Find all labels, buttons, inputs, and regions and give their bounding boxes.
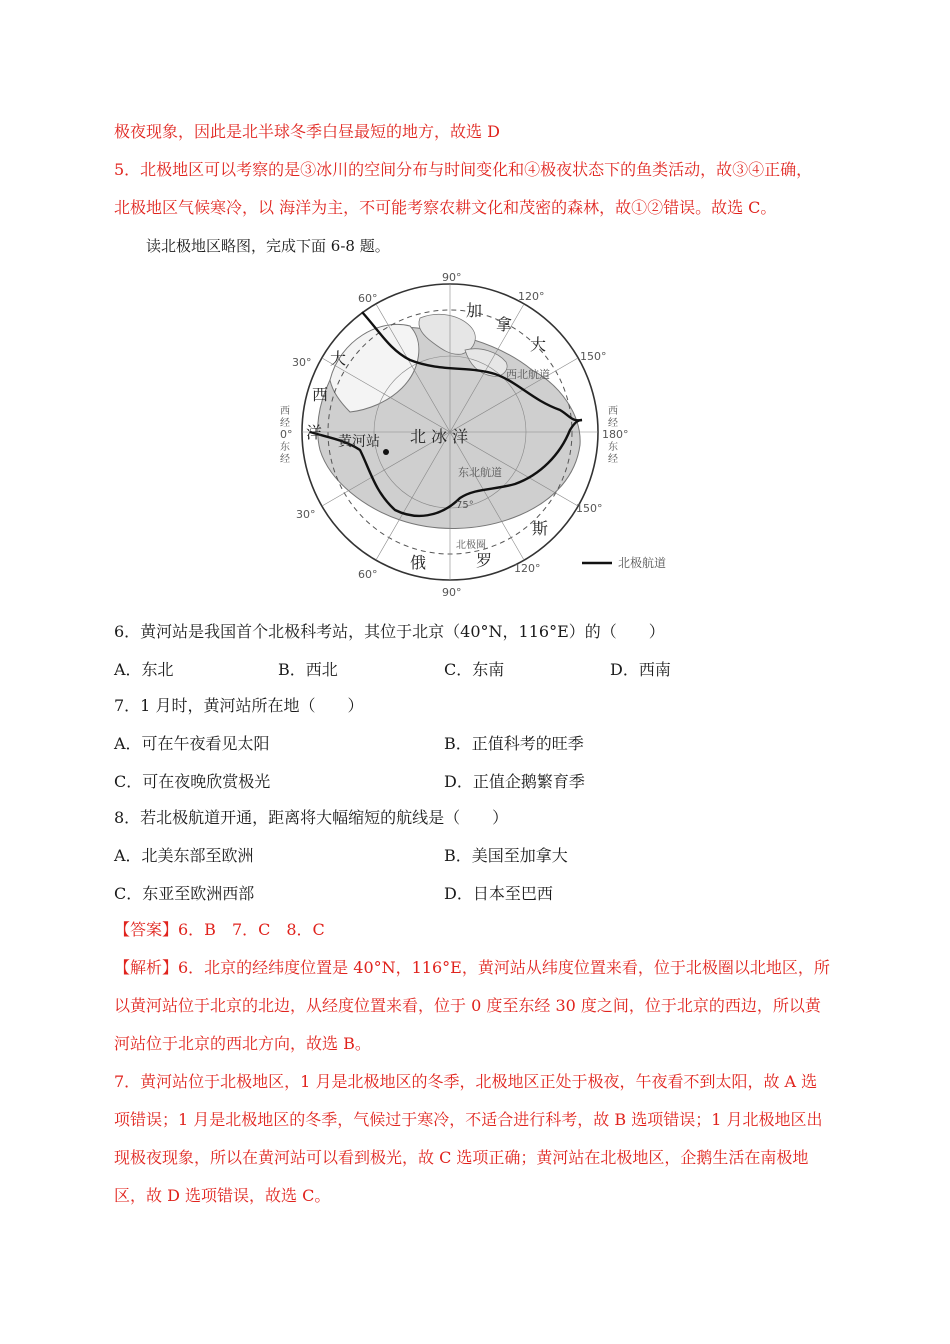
q8-option-b: B．美国至加拿大 (444, 846, 568, 865)
degree-label: 90° (442, 586, 462, 599)
degree-label: 120° (518, 290, 545, 303)
russia-label: 俄 (410, 553, 427, 572)
longitude-side-label: 东 (608, 442, 618, 453)
longitude-side-label: 西 (280, 406, 290, 417)
degree-label: 90° (442, 271, 462, 284)
explanation-line: 5．北极地区可以考察的是③冰川的空间分布与时间变化和④极夜状态下的鱼类活动，故③④正确， (114, 160, 813, 179)
degree-label: 30° (296, 508, 316, 521)
atlantic-label: 洋 (306, 423, 323, 442)
q7-option-b: B．正值科考的旺季 (444, 734, 584, 753)
longitude-side-label: 经 (608, 454, 618, 465)
q8-option-d: D．日本至巴西 (444, 884, 553, 903)
degree-label: 30° (292, 356, 312, 369)
explanation-line: 以黄河站位于北京的北边，从经度位置来看，位于 0 度至东经 30 度之间，位于北京的西边，所以黄 (114, 996, 821, 1015)
q8-option-c: C．东亚至欧洲西部 (114, 884, 255, 903)
explanation-line: 7．黄河站位于北极地区，1 月是北极地区的冬季，北极地区正处于极夜，午夜看不到太阳，故 A 选 (114, 1072, 818, 1091)
arctic-map-svg (270, 270, 690, 600)
q7-option-a: A．可在午夜看见太阳 (114, 734, 270, 753)
degree-label: 60° (358, 568, 378, 581)
degree-label: 150° (580, 350, 607, 363)
longitude-side-label: 经 (280, 418, 290, 429)
russia-label: 罗 (476, 551, 493, 570)
section-intro: 读北极地区略图，完成下面 6-8 题。 (146, 237, 390, 255)
degree-label: 60° (358, 292, 378, 305)
canada-label: 大 (530, 335, 547, 354)
huanghe-station-marker (383, 449, 389, 455)
q6-option-d: D．西南 (610, 660, 671, 679)
arctic-circle-label: 北极圈 (456, 540, 486, 551)
explanation-line: 极夜现象，因此是北半球冬季白昼最短的地方，故选 D (114, 122, 500, 141)
northeast-passage-label: 东北航道 (458, 466, 502, 479)
longitude-side-label: 西 (608, 406, 618, 417)
degree-label: 120° (514, 562, 541, 575)
q7-option-d: D．正值企鹅繁育季 (444, 772, 585, 791)
question-8: 8．若北极航道开通，距离将大幅缩短的航线是（ ） (114, 808, 509, 827)
explanation-line: 北极地区气候寒冷，以 海洋为主，不可能考察农耕文化和茂密的森林，故①②错误。故选 C。 (114, 198, 777, 217)
q6-option-c: C．东南 (444, 660, 505, 679)
atlantic-label: 西 (312, 385, 329, 404)
longitude-side-label: 东 (280, 442, 290, 453)
arctic-ocean-label: 北 冰 洋 (410, 427, 469, 446)
longitude-side-label: 经 (608, 418, 618, 429)
degree-label: 180° (602, 428, 629, 441)
canada-label: 加 (466, 301, 483, 320)
arctic-map (270, 270, 690, 600)
q6-option-b: B．西北 (278, 660, 338, 679)
degree-label: 75° (456, 500, 474, 511)
question-6: 6．黄河站是我国首个北极科考站，其位于北京（40°N，116°E）的（ ） (114, 622, 665, 641)
explanation-line: 【解析】6．北京的经纬度位置是 40°N，116°E，黄河站从纬度位置来看，位于北极圈以北地区，所 (114, 958, 830, 977)
explanation-line: 项错误；1 月是北极地区的冬季，气候过于寒冷，不适合进行科考，故 B 选项错误；1 月北极地区出 (114, 1110, 823, 1129)
q6-option-a: A．东北 (114, 660, 174, 679)
degree-label: 0° (280, 428, 293, 441)
q8-option-a: A．北美东部至欧洲 (114, 846, 254, 865)
explanation-line: 河站位于北京的西北方向，故选 B。 (114, 1034, 371, 1053)
legend-label: 北极航道 (618, 556, 667, 570)
russia-label: 斯 (532, 519, 549, 538)
explanation-line: 现极夜现象，所以在黄河站可以看到极光，故 C 选项正确；黄河站在北极地区，企鹅生活在南极地 (114, 1148, 809, 1167)
canada-label: 拿 (496, 315, 513, 334)
explanation-line: 区，故 D 选项错误，故选 C。 (114, 1186, 331, 1205)
question-7: 7．1 月时，黄河站所在地（ ） (114, 696, 364, 715)
degree-label: 150° (576, 502, 603, 515)
atlantic-label: 大 (330, 349, 347, 368)
longitude-side-label: 经 (280, 454, 290, 465)
huanghe-station-label: 黄河站 (338, 434, 380, 450)
northwest-passage-label: 西北航道 (506, 368, 550, 381)
q7-option-c: C．可在夜晚欣赏极光 (114, 772, 271, 791)
answer-line: 【答案】6．B 7．C 8．C (114, 920, 325, 939)
